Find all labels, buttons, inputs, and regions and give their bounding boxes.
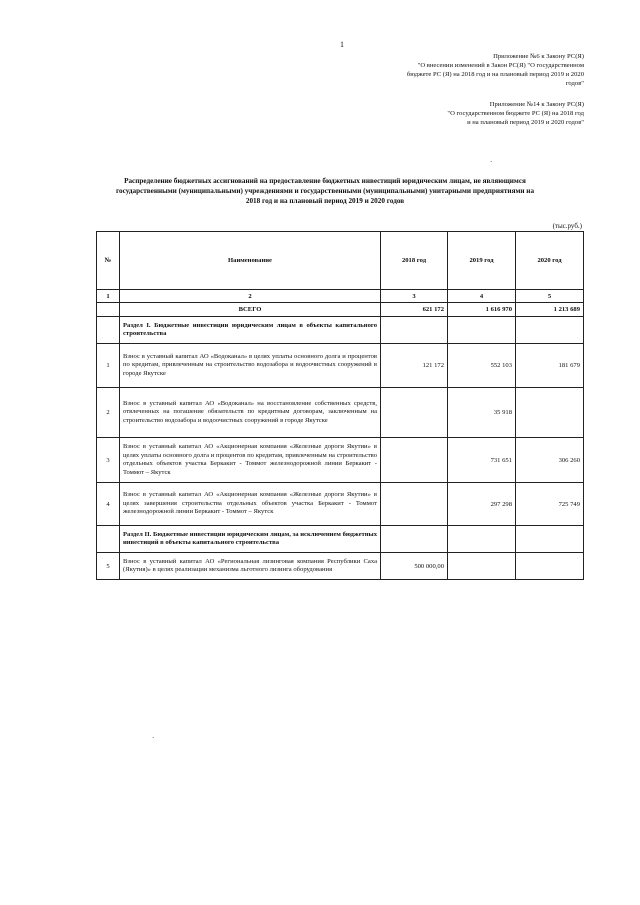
- index-cell: 5: [516, 290, 584, 303]
- annex-header-14: [344, 100, 584, 127]
- annex2-line3: и на плановый период 2019 и 2020 годов": [467, 119, 584, 126]
- annex2-line1: Приложение №14 к Закону РС(Я): [489, 101, 584, 108]
- header-no: №: [97, 232, 120, 290]
- column-index-row: [97, 290, 584, 303]
- total-2018: 621 172: [381, 303, 448, 317]
- row-2018: [381, 388, 448, 438]
- title-line2: государственными (муниципальными) учреждениями и государственными (муниципальными) унитарными предприятиями на: [115, 187, 535, 195]
- row-2019: 552 103: [448, 344, 516, 388]
- index-cell: 4: [448, 290, 516, 303]
- row-no: 1: [97, 344, 120, 388]
- row-no: 4: [97, 483, 120, 526]
- total-label: ВСЕГО: [120, 303, 381, 317]
- row-2020: 181 679: [516, 344, 584, 388]
- annex1-line4: годов": [565, 80, 584, 87]
- row-2019: 35 918: [448, 388, 516, 438]
- section-1-2020: [516, 317, 584, 344]
- row-2018: [381, 483, 448, 526]
- index-cell: 2: [120, 290, 381, 303]
- row-name: Взнос в уставный капитал АО «Региональная лизинговая компания Республики Саха (Якутия)» в целях реализации механизма льготного лизинга оборудования: [120, 553, 381, 580]
- section-2-row: [97, 526, 584, 553]
- annex1-line3: бюджете РС (Я) на 2018 год и на плановый период 2019 и 2020: [406, 71, 584, 78]
- title-line1: Распределение бюджетных ассигнований на предоставление бюджетных инвестиций юридическим лицам, не являющимся: [124, 177, 526, 185]
- row-no: 5: [97, 553, 120, 580]
- scan-speck: ·: [490, 158, 493, 166]
- annex2-line2: "О государственном бюджете РС (Я) на 2018 год: [447, 110, 584, 117]
- row-2019: 731 651: [448, 438, 516, 483]
- row-2020: 306 260: [516, 438, 584, 483]
- header-name: Наименование: [120, 232, 381, 290]
- document-title: [100, 176, 550, 206]
- index-cell: 3: [381, 290, 448, 303]
- row-2020: [516, 388, 584, 438]
- index-cell: 1: [97, 290, 120, 303]
- section-2-2019: [448, 526, 516, 553]
- row-name: Взнос в уставный капитал АО «Акционерная компания «Железные дороги Якутии» в целях уплаты основного долга и процентов по кредитам, привлеченным на строительство отдельных объектов участка Беркакит - Томмот железнодорожной линии Беркакит - Томмот – Якутск: [120, 438, 381, 483]
- section-1-row: [97, 317, 584, 344]
- total-2019: 1 616 970: [448, 303, 516, 317]
- table-header-row: [97, 232, 584, 290]
- title-line3: 2018 год и на плановый период 2019 и 2020 годов: [245, 197, 405, 205]
- table-row: [97, 553, 584, 580]
- page-mark: 1: [340, 40, 344, 49]
- row-2018: 500 000,00: [381, 553, 448, 580]
- table-row: [97, 483, 584, 526]
- total-row: [97, 303, 584, 317]
- section-2-2018: [381, 526, 448, 553]
- total-2020: 1 213 689: [516, 303, 584, 317]
- table-row: [97, 438, 584, 483]
- section-2-no: [97, 526, 120, 553]
- table-row: [97, 388, 584, 438]
- row-2019: 297 298: [448, 483, 516, 526]
- unit-label: (тыс.руб.): [552, 222, 582, 230]
- row-2018: [381, 438, 448, 483]
- scan-speck: ·: [152, 734, 155, 742]
- budget-table: [96, 231, 584, 580]
- section-2-title: Раздел II. Бюджетные инвестиции юридическим лицам, за исключением бюджетных инвестиций в объекты капитального строительства: [120, 526, 381, 553]
- header-2018: 2018 год: [381, 232, 448, 290]
- row-no: 2: [97, 388, 120, 438]
- section-1-2019: [448, 317, 516, 344]
- row-name: Взнос в уставный капитал АО «Акционерная компания «Железные дороги Якутии» в целях завершения строительства отдельных объектов участка Беркакит - Томмот железнодорожной линии Беркакит - Томмот – Якутск: [120, 483, 381, 526]
- section-1-2018: [381, 317, 448, 344]
- header-2020: 2020 год: [516, 232, 584, 290]
- section-1-no: [97, 317, 120, 344]
- table-row: [97, 344, 584, 388]
- row-2018: 121 172: [381, 344, 448, 388]
- row-no: 3: [97, 438, 120, 483]
- header-2019: 2019 год: [448, 232, 516, 290]
- total-no: [97, 303, 120, 317]
- row-name: Взнос в уставный капитал АО «Водоканал» на восстановление собственных средств, отвлеченных на погашение обязательств по кредитным договорам, заключенным на строительство водозабора и водоочистных сооружений в городе Якутске: [120, 388, 381, 438]
- row-2020: [516, 553, 584, 580]
- section-2-2020: [516, 526, 584, 553]
- row-2019: [448, 553, 516, 580]
- row-name: Взнос в уставный капитал АО «Водоканал» в целях уплаты основного долга и процентов по кредитам, привлеченным на строительство водозабора и водоочистных сооружений в городе Якутске: [120, 344, 381, 388]
- annex-header-6: [344, 52, 584, 88]
- annex1-line2: "О внесении изменений в Закон РС(Я) "О государственном: [417, 62, 584, 69]
- section-1-title: Раздел I. Бюджетные инвестиции юридическим лицам в объекты капитального строительства: [120, 317, 381, 344]
- row-2020: 725 749: [516, 483, 584, 526]
- annex1-line1: Приложение №6 к Закону РС(Я): [493, 53, 584, 60]
